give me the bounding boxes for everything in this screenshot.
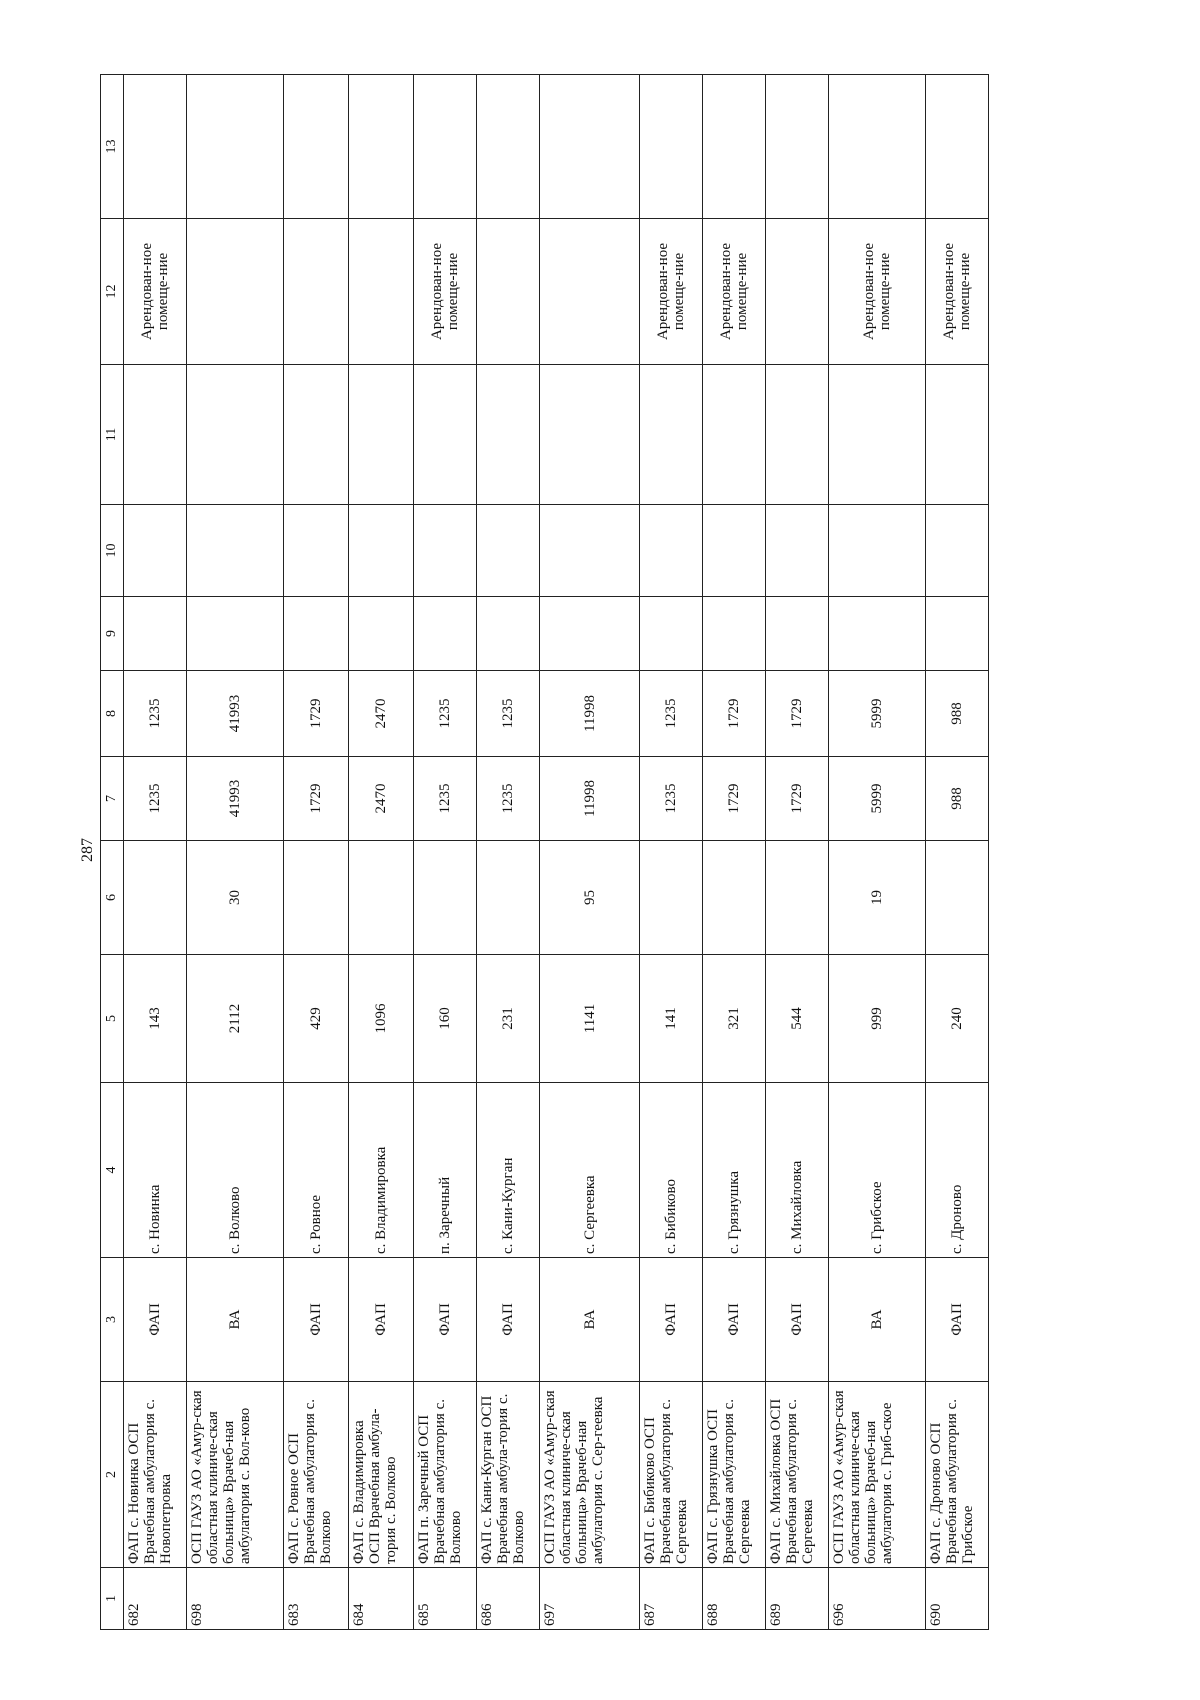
cell-col8: 1729 bbox=[703, 671, 766, 757]
cell-col6 bbox=[703, 841, 766, 955]
cell-col6 bbox=[477, 841, 540, 955]
cell-col7: 1729 bbox=[766, 757, 829, 841]
column-header: 1 bbox=[101, 1568, 124, 1630]
cell-facility-name: ОСП ГАУЗ АО «Амур-ская областная клиниче-ская больница» Врачеб-ная амбулатория с. Сер-геевка bbox=[540, 1382, 640, 1568]
cell-col9 bbox=[926, 597, 989, 671]
cell-col7: 1235 bbox=[640, 757, 703, 841]
cell-id: 698 bbox=[187, 1568, 284, 1630]
cell-col9 bbox=[477, 597, 540, 671]
cell-id: 686 bbox=[477, 1568, 540, 1630]
cell-population: 999 bbox=[829, 955, 926, 1083]
cell-col6 bbox=[349, 841, 414, 955]
cell-col6 bbox=[124, 841, 187, 955]
medical-facilities-table bbox=[100, 74, 989, 1630]
cell-col8: 1235 bbox=[414, 671, 477, 757]
cell-col10 bbox=[703, 505, 766, 597]
cell-premises bbox=[477, 219, 540, 365]
table-row bbox=[640, 75, 703, 1630]
cell-locality: с. Михайловка bbox=[766, 1083, 829, 1258]
cell-premises: Арендован-ное помеще-ние bbox=[640, 219, 703, 365]
cell-col7: 2470 bbox=[349, 757, 414, 841]
cell-locality: с. Волково bbox=[187, 1083, 284, 1258]
cell-id: 687 bbox=[640, 1568, 703, 1630]
cell-population: 2112 bbox=[187, 955, 284, 1083]
cell-col9 bbox=[766, 597, 829, 671]
cell-col10 bbox=[477, 505, 540, 597]
cell-type: ФАП bbox=[414, 1258, 477, 1382]
cell-id: 682 bbox=[124, 1568, 187, 1630]
cell-facility-name: ФАП с. Дроново ОСП Врачебная амбулатория с. Грибское bbox=[926, 1382, 989, 1568]
table-row bbox=[187, 75, 284, 1630]
cell-locality: с. Кани-Курган bbox=[477, 1083, 540, 1258]
cell-facility-name: ФАП п. Заречный ОСП Врачебная амбулатория с. Волково bbox=[414, 1382, 477, 1568]
cell-locality: с. Грязнушка bbox=[703, 1083, 766, 1258]
cell-col7: 988 bbox=[926, 757, 989, 841]
cell-col9 bbox=[640, 597, 703, 671]
table-row bbox=[766, 75, 829, 1630]
cell-locality: с. Дроново bbox=[926, 1083, 989, 1258]
cell-locality: с. Сергеевка bbox=[540, 1083, 640, 1258]
cell-col11 bbox=[829, 365, 926, 505]
cell-col10 bbox=[124, 505, 187, 597]
cell-col11 bbox=[124, 365, 187, 505]
cell-population: 141 bbox=[640, 955, 703, 1083]
cell-locality: с. Ровное bbox=[284, 1083, 349, 1258]
cell-col8: 11998 bbox=[540, 671, 640, 757]
rotated-document-page bbox=[100, 75, 1065, 1630]
cell-premises: Арендован-ное помеще-ние bbox=[124, 219, 187, 365]
cell-col6 bbox=[414, 841, 477, 955]
cell-col13 bbox=[477, 75, 540, 219]
page-number: 287 bbox=[79, 838, 96, 862]
cell-col10 bbox=[349, 505, 414, 597]
table-row bbox=[284, 75, 349, 1630]
cell-locality: с. Грибское bbox=[829, 1083, 926, 1258]
column-header: 10 bbox=[101, 505, 124, 597]
cell-facility-name: ФАП с. Грязнушка ОСП Врачебная амбулатория с. Сергеевка bbox=[703, 1382, 766, 1568]
cell-col9 bbox=[703, 597, 766, 671]
cell-col13 bbox=[187, 75, 284, 219]
cell-id: 684 bbox=[349, 1568, 414, 1630]
cell-col13 bbox=[540, 75, 640, 219]
cell-col13 bbox=[926, 75, 989, 219]
cell-col13 bbox=[349, 75, 414, 219]
cell-col8: 41993 bbox=[187, 671, 284, 757]
column-header: 12 bbox=[101, 219, 124, 365]
cell-col13 bbox=[284, 75, 349, 219]
cell-id: 688 bbox=[703, 1568, 766, 1630]
cell-facility-name: ФАП с. Ровное ОСП Врачебная амбулатория с. Волково bbox=[284, 1382, 349, 1568]
cell-id: 696 bbox=[829, 1568, 926, 1630]
cell-type: ВА bbox=[187, 1258, 284, 1382]
cell-col13 bbox=[703, 75, 766, 219]
column-header: 6 bbox=[101, 841, 124, 955]
cell-col9 bbox=[540, 597, 640, 671]
cell-type: ФАП bbox=[640, 1258, 703, 1382]
cell-col13 bbox=[829, 75, 926, 219]
column-number-row bbox=[101, 75, 124, 1630]
cell-col13 bbox=[124, 75, 187, 219]
cell-population: 1141 bbox=[540, 955, 640, 1083]
cell-col13 bbox=[766, 75, 829, 219]
cell-col7: 1729 bbox=[703, 757, 766, 841]
cell-col11 bbox=[349, 365, 414, 505]
cell-col11 bbox=[477, 365, 540, 505]
cell-col10 bbox=[926, 505, 989, 597]
cell-col11 bbox=[766, 365, 829, 505]
cell-type: ФАП bbox=[477, 1258, 540, 1382]
cell-premises: Арендован-ное помеще-ние bbox=[414, 219, 477, 365]
cell-population: 544 bbox=[766, 955, 829, 1083]
cell-col7: 1235 bbox=[124, 757, 187, 841]
cell-population: 231 bbox=[477, 955, 540, 1083]
cell-facility-name: ФАП с. Новинка ОСП Врачебная амбулатория с. Новопетровка bbox=[124, 1382, 187, 1568]
column-header: 13 bbox=[101, 75, 124, 219]
cell-population: 429 bbox=[284, 955, 349, 1083]
cell-locality: с. Бибиково bbox=[640, 1083, 703, 1258]
cell-facility-name: ФАП с. Бибиково ОСП Врачебная амбулатория с. Сергеевка bbox=[640, 1382, 703, 1568]
cell-col7: 5999 bbox=[829, 757, 926, 841]
column-header: 7 bbox=[101, 757, 124, 841]
cell-type: ФАП bbox=[926, 1258, 989, 1382]
cell-col10 bbox=[766, 505, 829, 597]
cell-population: 160 bbox=[414, 955, 477, 1083]
cell-col7: 41993 bbox=[187, 757, 284, 841]
cell-col8: 988 bbox=[926, 671, 989, 757]
cell-type: ФАП bbox=[284, 1258, 349, 1382]
column-header: 9 bbox=[101, 597, 124, 671]
cell-col6: 30 bbox=[187, 841, 284, 955]
table-row bbox=[540, 75, 640, 1630]
cell-premises bbox=[766, 219, 829, 365]
column-header: 2 bbox=[101, 1382, 124, 1568]
cell-col6 bbox=[926, 841, 989, 955]
cell-col8: 1729 bbox=[284, 671, 349, 757]
cell-col9 bbox=[829, 597, 926, 671]
cell-col11 bbox=[703, 365, 766, 505]
cell-id: 690 bbox=[926, 1568, 989, 1630]
cell-col10 bbox=[640, 505, 703, 597]
cell-type: ВА bbox=[540, 1258, 640, 1382]
table-row bbox=[703, 75, 766, 1630]
cell-col8: 5999 bbox=[829, 671, 926, 757]
cell-population: 321 bbox=[703, 955, 766, 1083]
column-header: 11 bbox=[101, 365, 124, 505]
cell-col11 bbox=[640, 365, 703, 505]
cell-col9 bbox=[349, 597, 414, 671]
column-header: 4 bbox=[101, 1083, 124, 1258]
cell-col8: 2470 bbox=[349, 671, 414, 757]
cell-col7: 1235 bbox=[477, 757, 540, 841]
cell-population: 1096 bbox=[349, 955, 414, 1083]
cell-premises bbox=[187, 219, 284, 365]
cell-col8: 1729 bbox=[766, 671, 829, 757]
cell-type: ФАП bbox=[349, 1258, 414, 1382]
cell-col6: 19 bbox=[829, 841, 926, 955]
cell-id: 697 bbox=[540, 1568, 640, 1630]
cell-col10 bbox=[414, 505, 477, 597]
cell-col9 bbox=[284, 597, 349, 671]
cell-col8: 1235 bbox=[640, 671, 703, 757]
cell-id: 683 bbox=[284, 1568, 349, 1630]
cell-col6 bbox=[284, 841, 349, 955]
cell-facility-name: ОСП ГАУЗ АО «Амур-ская областная клиниче-ская больница» Врачеб-ная амбулатория с. Вол-ково bbox=[187, 1382, 284, 1568]
cell-col8: 1235 bbox=[477, 671, 540, 757]
cell-col10 bbox=[540, 505, 640, 597]
cell-locality: с. Новинка bbox=[124, 1083, 187, 1258]
cell-col6: 95 bbox=[540, 841, 640, 955]
table-row bbox=[414, 75, 477, 1630]
table-row bbox=[829, 75, 926, 1630]
cell-facility-name: ФАП с. Михайловка ОСП Врачебная амбулатория с. Сергеевка bbox=[766, 1382, 829, 1568]
cell-id: 685 bbox=[414, 1568, 477, 1630]
cell-type: ВА bbox=[829, 1258, 926, 1382]
cell-population: 240 bbox=[926, 955, 989, 1083]
cell-col7: 1235 bbox=[414, 757, 477, 841]
cell-facility-name: ОСП ГАУЗ АО «Амур-ская областная клиниче-ская больница» Врачеб-ная амбулатория с. Гриб-ское bbox=[829, 1382, 926, 1568]
cell-col7: 11998 bbox=[540, 757, 640, 841]
cell-col10 bbox=[284, 505, 349, 597]
cell-col9 bbox=[124, 597, 187, 671]
column-header: 3 bbox=[101, 1258, 124, 1382]
cell-premises bbox=[349, 219, 414, 365]
cell-col11 bbox=[540, 365, 640, 505]
cell-type: ФАП bbox=[124, 1258, 187, 1382]
column-header: 5 bbox=[101, 955, 124, 1083]
cell-type: ФАП bbox=[703, 1258, 766, 1382]
cell-type: ФАП bbox=[766, 1258, 829, 1382]
cell-locality: с. Владимировка bbox=[349, 1083, 414, 1258]
cell-col11 bbox=[187, 365, 284, 505]
table-row bbox=[926, 75, 989, 1630]
cell-facility-name: ФАП с. Кани-Курган ОСП Врачебная амбула-тория с. Волково bbox=[477, 1382, 540, 1568]
cell-col11 bbox=[284, 365, 349, 505]
cell-col10 bbox=[829, 505, 926, 597]
cell-locality: п. Заречный bbox=[414, 1083, 477, 1258]
cell-premises: Арендован-ное помеще-ние bbox=[926, 219, 989, 365]
cell-col11 bbox=[926, 365, 989, 505]
cell-premises bbox=[540, 219, 640, 365]
cell-col8: 1235 bbox=[124, 671, 187, 757]
cell-col13 bbox=[414, 75, 477, 219]
table-row bbox=[349, 75, 414, 1630]
cell-premises bbox=[284, 219, 349, 365]
table-row bbox=[124, 75, 187, 1630]
cell-col13 bbox=[640, 75, 703, 219]
cell-col6 bbox=[640, 841, 703, 955]
cell-premises: Арендован-ное помеще-ние bbox=[829, 219, 926, 365]
cell-col6 bbox=[766, 841, 829, 955]
cell-col9 bbox=[187, 597, 284, 671]
cell-facility-name: ФАП с. Владимировка ОСП Врачебная амбула-тория с. Волково bbox=[349, 1382, 414, 1568]
column-header: 8 bbox=[101, 671, 124, 757]
table-row bbox=[477, 75, 540, 1630]
cell-col11 bbox=[414, 365, 477, 505]
cell-id: 689 bbox=[766, 1568, 829, 1630]
cell-premises: Арендован-ное помеще-ние bbox=[703, 219, 766, 365]
cell-col9 bbox=[414, 597, 477, 671]
cell-population: 143 bbox=[124, 955, 187, 1083]
cell-col10 bbox=[187, 505, 284, 597]
cell-col7: 1729 bbox=[284, 757, 349, 841]
